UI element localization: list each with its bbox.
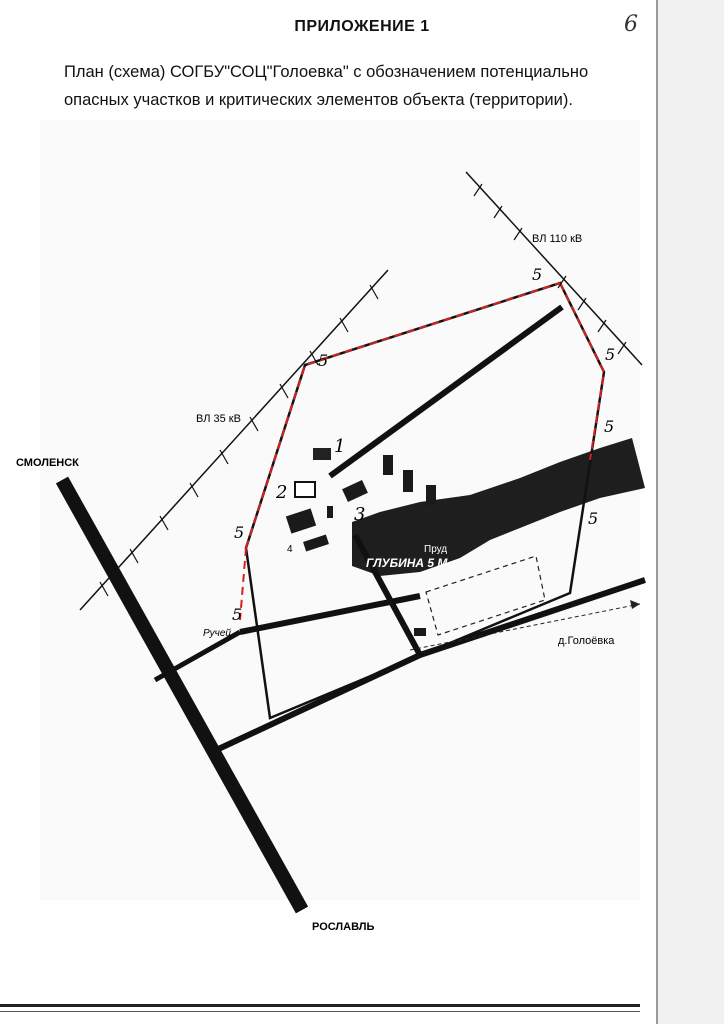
bottom-rule-thin — [0, 1011, 640, 1012]
marker-4: 4 — [287, 544, 293, 555]
label-vl-35: ВЛ 35 кВ — [196, 413, 241, 425]
marker-3: 3 — [354, 504, 366, 525]
label-depth: ГЛУБИНА 5 М. — [366, 556, 451, 570]
marker-5-east: 5 — [604, 417, 615, 436]
marker-5-south-east: 5 — [588, 509, 599, 528]
label-goloevka: д.Голоёвка — [558, 635, 615, 647]
bottom-rule — [0, 1004, 640, 1007]
building-small — [327, 506, 333, 518]
appendix-title: ПРИЛОЖЕНИЕ 1 — [294, 18, 430, 35]
label-roslavl: РОСЛАВЛЬ — [312, 921, 375, 933]
building-gate — [414, 628, 426, 636]
marker-5-west: 5 — [234, 523, 245, 542]
building-block-a — [383, 455, 393, 475]
building-well — [313, 448, 331, 460]
label-pond: Пруд — [424, 544, 448, 555]
label-stream: Ручей — [203, 628, 231, 639]
marker-2: 2 — [276, 482, 288, 503]
label-smolensk: СМОЛЕНСК — [16, 457, 79, 469]
marker-5-north-west: 5 — [318, 351, 329, 370]
heading-line-2: опасных участков и критических элементов объекта (территории). — [64, 91, 573, 109]
label-vl-110: ВЛ 110 кВ — [532, 233, 583, 245]
building-block-c — [426, 485, 436, 505]
building-block-b — [403, 470, 413, 492]
handwritten-page-number: 6 — [624, 12, 638, 37]
heading-line-1: План (схема) СОГБУ"СОЦ"Голоевка" с обозначением потенциально — [64, 63, 589, 81]
marker-5-north-east: 5 — [605, 345, 616, 364]
marker-5-north: 5 — [532, 265, 543, 284]
marker-1: 1 — [334, 436, 346, 457]
building-transformer — [295, 482, 315, 497]
marker-5-south-west: 5 — [232, 605, 243, 624]
